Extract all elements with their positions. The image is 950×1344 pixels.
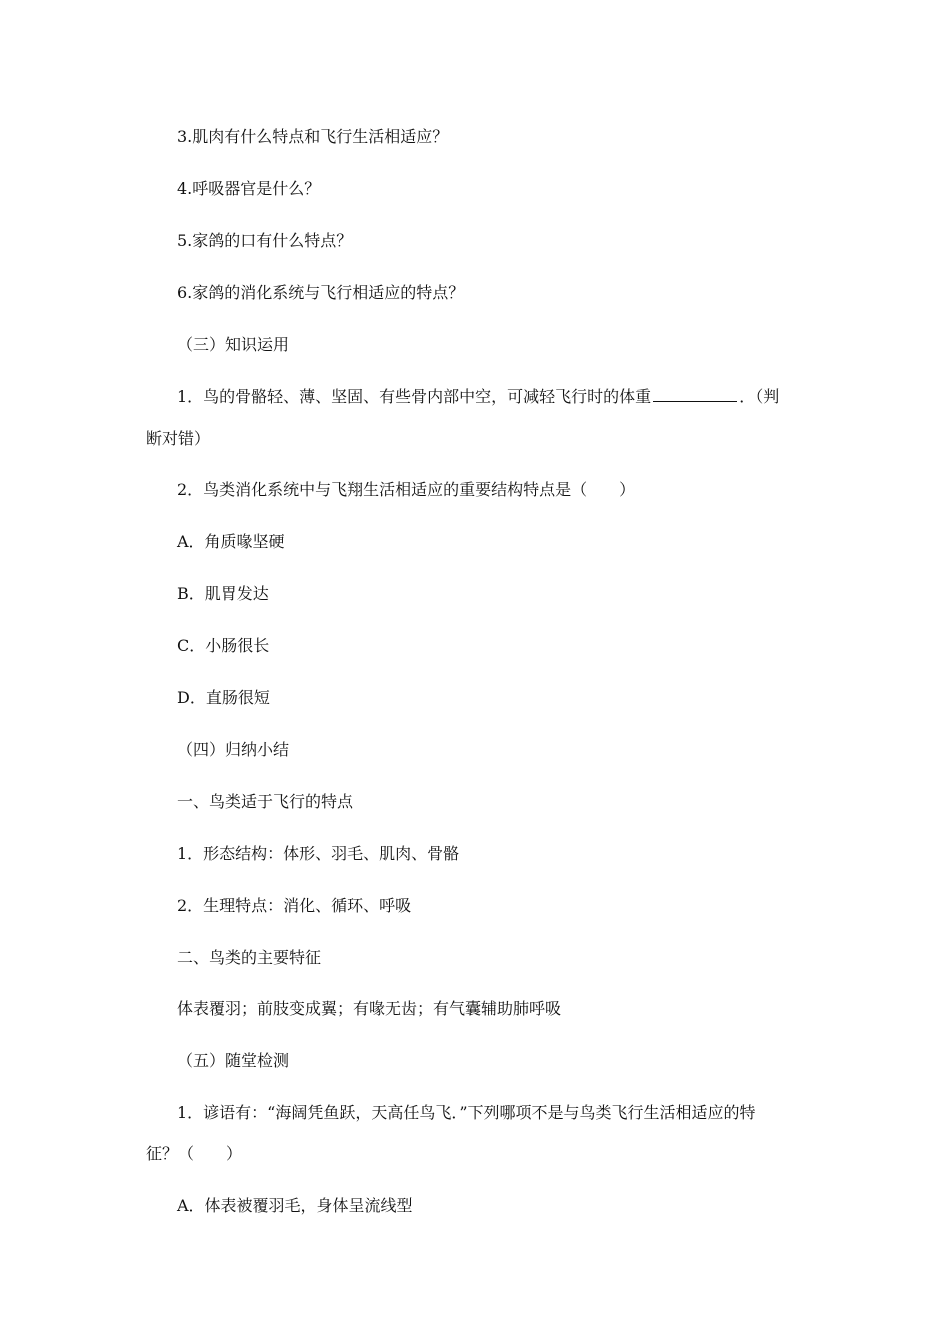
section3-heading: （三）知识运用 <box>177 335 290 354</box>
section5-heading: （五）随堂检测 <box>177 1051 290 1070</box>
section5-question-1-continuation: 征？（ ） <box>146 1144 243 1163</box>
section4-heading: （四）归纳小结 <box>177 740 290 759</box>
question-3: 3.肌肉有什么特点和飞行生活相适应？ <box>177 127 449 146</box>
option-b: B．肌胃发达 <box>177 584 269 603</box>
answer-blank[interactable] <box>653 387 737 402</box>
section5-option-a: A．体表被覆羽毛，身体呈流线型 <box>177 1196 413 1215</box>
section3-question-1-continuation: 断对错） <box>146 429 211 448</box>
summary-subheading-2: 二、鸟类的主要特征 <box>177 948 322 967</box>
summary-item-2: 2．生理特点：消化、循环、呼吸 <box>177 896 412 915</box>
section3-question-1-text: 1．鸟的骨骼轻、薄、坚固、有些骨内部中空，可减轻飞行时的体重 <box>177 387 652 406</box>
summary-features: 体表覆羽；前肢变成翼；有喙无齿；有气囊辅助肺呼吸 <box>177 999 562 1018</box>
option-d: D．直肠很短 <box>177 688 270 707</box>
section3-question-1-suffix: ．（判 <box>739 387 780 406</box>
question-4: 4.呼吸器官是什么？ <box>177 179 321 198</box>
section3-question-2: 2．鸟类消化系统中与飞翔生活相适应的重要结构特点是（ ） <box>177 480 636 499</box>
question-6: 6.家鸽的消化系统与飞行相适应的特点？ <box>177 283 465 302</box>
section5-question-1: 1．谚语有：“海阔凭鱼跃，天高任鸟飞．”下列哪项不是与鸟类飞行生活相适应的特 <box>177 1103 756 1122</box>
option-a: A．角质喙坚硬 <box>177 532 285 551</box>
section3-question-1 <box>177 387 779 407</box>
summary-item-1: 1．形态结构：体形、羽毛、肌肉、骨骼 <box>177 844 460 863</box>
summary-subheading-1: 一、鸟类适于飞行的特点 <box>177 792 354 811</box>
option-c: C．小肠很长 <box>177 636 270 655</box>
question-5: 5.家鸽的口有什么特点？ <box>177 231 353 250</box>
